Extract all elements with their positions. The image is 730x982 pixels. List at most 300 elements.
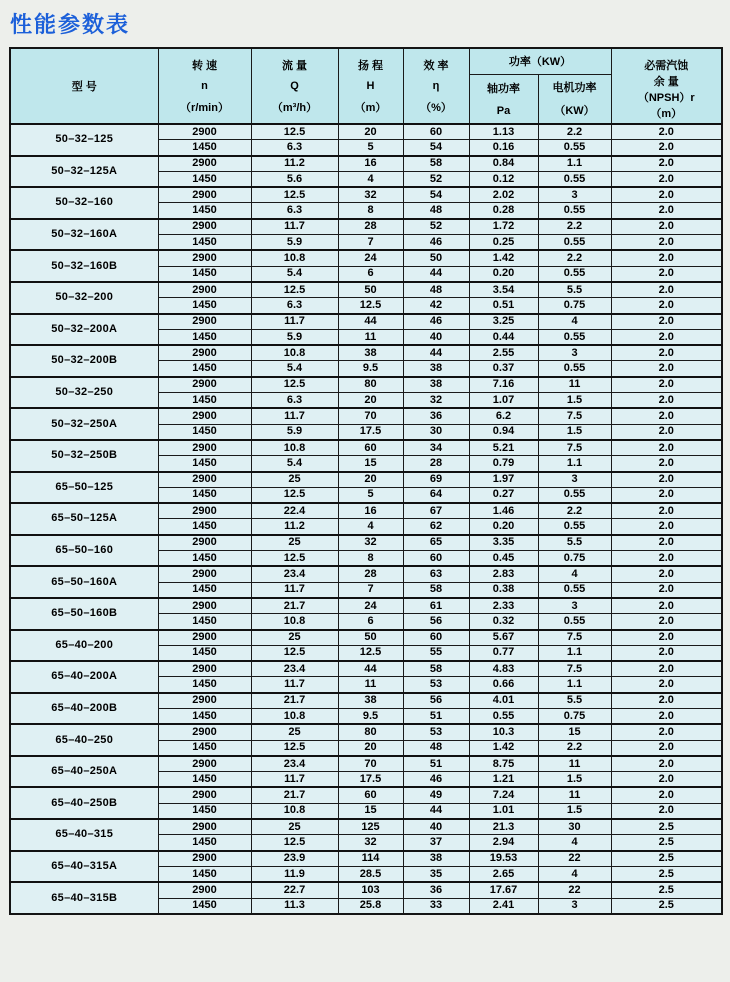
head-cell: 9.5 — [338, 708, 403, 724]
motor_power-cell: 11 — [538, 756, 611, 772]
shaft_power-cell: 21.3 — [469, 819, 538, 835]
motor_power-cell: 4 — [538, 566, 611, 582]
npsh-cell: 2.0 — [611, 440, 722, 456]
shaft_power-cell: 3.35 — [469, 535, 538, 551]
head-cell: 9.5 — [338, 361, 403, 377]
npsh-cell: 2.0 — [611, 298, 722, 314]
shaft_power-cell: 6.2 — [469, 408, 538, 424]
npsh-cell: 2.0 — [611, 314, 722, 330]
motor_power-cell: 1.5 — [538, 424, 611, 440]
motor_power-cell: 4 — [538, 314, 611, 330]
head-cell: 38 — [338, 693, 403, 709]
flow-cell: 11.7 — [251, 408, 338, 424]
motor_power-cell: 2.2 — [538, 124, 611, 140]
shaft_power-cell: 0.12 — [469, 171, 538, 187]
head-cell: 5 — [338, 487, 403, 503]
header-npsh — [611, 48, 722, 124]
head-cell: 70 — [338, 408, 403, 424]
npsh-cell: 2.5 — [611, 851, 722, 867]
npsh-cell: 2.0 — [611, 551, 722, 567]
motor_power-cell: 3 — [538, 345, 611, 361]
speed-cell: 1450 — [158, 645, 251, 661]
head-cell: 7 — [338, 235, 403, 251]
shaft_power-cell: 0.32 — [469, 614, 538, 630]
flow-cell: 12.5 — [251, 124, 338, 140]
model-cell: 50–32–250 — [10, 377, 158, 409]
table-row — [10, 124, 722, 140]
efficiency-cell: 69 — [403, 472, 469, 488]
efficiency-cell: 32 — [403, 393, 469, 409]
flow-cell: 23.4 — [251, 661, 338, 677]
head-cell: 50 — [338, 630, 403, 646]
head-cell: 7 — [338, 582, 403, 598]
flow-cell: 10.8 — [251, 345, 338, 361]
flow-cell: 10.8 — [251, 440, 338, 456]
npsh-cell: 2.5 — [611, 866, 722, 882]
head-cell: 80 — [338, 377, 403, 393]
npsh-cell: 2.0 — [611, 456, 722, 472]
motor_power-cell: 7.5 — [538, 440, 611, 456]
model-cell: 50–32–200B — [10, 345, 158, 377]
npsh-cell: 2.5 — [611, 898, 722, 914]
motor_power-cell: 1.1 — [538, 156, 611, 172]
speed-cell: 1450 — [158, 898, 251, 914]
efficiency-cell: 60 — [403, 124, 469, 140]
efficiency-cell: 48 — [403, 740, 469, 756]
table-row — [10, 156, 722, 172]
speed-cell: 1450 — [158, 235, 251, 251]
table-row — [10, 598, 722, 614]
npsh-cell: 2.0 — [611, 630, 722, 646]
shaft_power-cell: 0.44 — [469, 329, 538, 345]
flow-cell: 5.4 — [251, 361, 338, 377]
flow-cell: 11.7 — [251, 582, 338, 598]
head-cell: 12.5 — [338, 298, 403, 314]
table-row — [10, 882, 722, 898]
head-cell: 16 — [338, 156, 403, 172]
head-cell: 12.5 — [338, 645, 403, 661]
speed-cell: 2900 — [158, 377, 251, 393]
speed-cell: 1450 — [158, 835, 251, 851]
header-flow — [251, 48, 338, 124]
flow-cell: 12.5 — [251, 835, 338, 851]
npsh-cell: 2.0 — [611, 756, 722, 772]
table-row — [10, 219, 722, 235]
efficiency-cell: 52 — [403, 219, 469, 235]
npsh-cell: 2.0 — [611, 156, 722, 172]
model-cell: 50–32–200 — [10, 282, 158, 314]
flow-cell: 25 — [251, 819, 338, 835]
flow-cell: 5.9 — [251, 329, 338, 345]
speed-cell: 2900 — [158, 503, 251, 519]
efficiency-cell: 58 — [403, 156, 469, 172]
npsh-cell: 2.0 — [611, 187, 722, 203]
efficiency-cell: 36 — [403, 882, 469, 898]
head-cell: 5 — [338, 140, 403, 156]
npsh-cell: 2.0 — [611, 724, 722, 740]
shaft_power-cell: 0.94 — [469, 424, 538, 440]
npsh-cell: 2.0 — [611, 250, 722, 266]
shaft_power-cell: 0.27 — [469, 487, 538, 503]
table-row — [10, 282, 722, 298]
efficiency-cell: 49 — [403, 787, 469, 803]
efficiency-cell: 50 — [403, 250, 469, 266]
efficiency-cell: 44 — [403, 266, 469, 282]
npsh-cell: 2.0 — [611, 661, 722, 677]
npsh-cell: 2.0 — [611, 408, 722, 424]
table-row — [10, 661, 722, 677]
flow-cell: 12.5 — [251, 487, 338, 503]
model-cell: 50–32–125A — [10, 156, 158, 188]
efficiency-cell: 33 — [403, 898, 469, 914]
header-efficiency — [403, 48, 469, 124]
shaft_power-cell: 2.94 — [469, 835, 538, 851]
flow-cell: 12.5 — [251, 377, 338, 393]
table-row — [10, 535, 722, 551]
table-row — [10, 693, 722, 709]
flow-cell: 11.7 — [251, 677, 338, 693]
shaft_power-cell: 0.20 — [469, 266, 538, 282]
head-cell: 6 — [338, 266, 403, 282]
motor_power-cell: 1.1 — [538, 677, 611, 693]
model-cell: 65–50–125 — [10, 472, 158, 504]
speed-cell: 2900 — [158, 882, 251, 898]
table-row — [10, 819, 722, 835]
speed-cell: 1450 — [158, 487, 251, 503]
speed-cell: 2900 — [158, 156, 251, 172]
shaft_power-cell: 0.55 — [469, 708, 538, 724]
table-row — [10, 250, 722, 266]
speed-cell: 2900 — [158, 819, 251, 835]
efficiency-cell: 48 — [403, 282, 469, 298]
model-cell: 50–32–200A — [10, 314, 158, 346]
flow-cell: 6.3 — [251, 298, 338, 314]
speed-cell: 2900 — [158, 472, 251, 488]
head-cell: 32 — [338, 535, 403, 551]
motor_power-cell: 22 — [538, 851, 611, 867]
header-line: （r/min） — [180, 102, 229, 114]
header-speed — [158, 48, 251, 124]
motor_power-cell: 0.55 — [538, 329, 611, 345]
flow-cell: 5.9 — [251, 235, 338, 251]
flow-cell: 21.7 — [251, 598, 338, 614]
speed-cell: 1450 — [158, 456, 251, 472]
npsh-cell: 2.0 — [611, 708, 722, 724]
head-cell: 28 — [338, 219, 403, 235]
flow-cell: 10.8 — [251, 614, 338, 630]
speed-cell: 1450 — [158, 582, 251, 598]
npsh-cell: 2.0 — [611, 171, 722, 187]
header-line: 必需汽蚀 — [644, 60, 689, 72]
head-cell: 38 — [338, 345, 403, 361]
npsh-cell: 2.0 — [611, 487, 722, 503]
flow-cell: 11.7 — [251, 772, 338, 788]
table-row — [10, 472, 722, 488]
motor_power-cell: 0.75 — [538, 708, 611, 724]
speed-cell: 2900 — [158, 250, 251, 266]
header-line: （KW） — [554, 105, 595, 118]
flow-cell: 10.8 — [251, 250, 338, 266]
speed-cell: 2900 — [158, 314, 251, 330]
motor_power-cell: 3 — [538, 898, 611, 914]
efficiency-cell: 54 — [403, 140, 469, 156]
head-cell: 103 — [338, 882, 403, 898]
motor_power-cell: 2.2 — [538, 250, 611, 266]
head-cell: 80 — [338, 724, 403, 740]
head-cell: 28 — [338, 566, 403, 582]
header-line: （NPSH）r — [637, 92, 695, 104]
motor_power-cell: 2.2 — [538, 740, 611, 756]
head-cell: 44 — [338, 314, 403, 330]
shaft_power-cell: 3.54 — [469, 282, 538, 298]
shaft_power-cell: 1.21 — [469, 772, 538, 788]
motor_power-cell: 0.55 — [538, 582, 611, 598]
speed-cell: 2900 — [158, 535, 251, 551]
flow-cell: 6.3 — [251, 393, 338, 409]
flow-cell: 5.6 — [251, 171, 338, 187]
shaft_power-cell: 19.53 — [469, 851, 538, 867]
shaft_power-cell: 2.33 — [469, 598, 538, 614]
speed-cell: 1450 — [158, 171, 251, 187]
flow-cell: 12.5 — [251, 551, 338, 567]
model-cell: 50–32–160B — [10, 250, 158, 282]
head-cell: 32 — [338, 835, 403, 851]
efficiency-cell: 58 — [403, 582, 469, 598]
efficiency-cell: 53 — [403, 724, 469, 740]
motor_power-cell: 0.55 — [538, 171, 611, 187]
table-row — [10, 630, 722, 646]
speed-cell: 1450 — [158, 708, 251, 724]
efficiency-cell: 48 — [403, 203, 469, 219]
npsh-cell: 2.0 — [611, 503, 722, 519]
motor_power-cell: 15 — [538, 724, 611, 740]
table-row — [10, 503, 722, 519]
model-cell: 65–50–160B — [10, 598, 158, 630]
npsh-cell: 2.0 — [611, 140, 722, 156]
npsh-cell: 2.0 — [611, 566, 722, 582]
table-header — [10, 48, 722, 124]
flow-cell: 10.8 — [251, 708, 338, 724]
flow-cell: 25 — [251, 535, 338, 551]
speed-cell: 1450 — [158, 866, 251, 882]
efficiency-cell: 60 — [403, 551, 469, 567]
header-line: 轴功率 — [487, 83, 520, 96]
shaft_power-cell: 0.28 — [469, 203, 538, 219]
flow-cell: 6.3 — [251, 140, 338, 156]
motor_power-cell: 22 — [538, 882, 611, 898]
motor_power-cell: 2.2 — [538, 219, 611, 235]
head-cell: 4 — [338, 171, 403, 187]
efficiency-cell: 60 — [403, 630, 469, 646]
motor_power-cell: 11 — [538, 377, 611, 393]
motor_power-cell: 1.1 — [538, 645, 611, 661]
shaft_power-cell: 1.46 — [469, 503, 538, 519]
efficiency-cell: 30 — [403, 424, 469, 440]
flow-cell: 10.8 — [251, 803, 338, 819]
efficiency-cell: 64 — [403, 487, 469, 503]
head-cell: 20 — [338, 393, 403, 409]
head-cell: 50 — [338, 282, 403, 298]
shaft_power-cell: 0.77 — [469, 645, 538, 661]
npsh-cell: 2.0 — [611, 803, 722, 819]
npsh-cell: 2.0 — [611, 361, 722, 377]
model-cell: 65–40–315A — [10, 851, 158, 883]
shaft_power-cell: 0.79 — [469, 456, 538, 472]
npsh-cell: 2.0 — [611, 329, 722, 345]
efficiency-cell: 51 — [403, 708, 469, 724]
shaft_power-cell: 7.24 — [469, 787, 538, 803]
shaft_power-cell: 17.67 — [469, 882, 538, 898]
npsh-cell: 2.0 — [611, 377, 722, 393]
flow-cell: 21.7 — [251, 787, 338, 803]
efficiency-cell: 55 — [403, 645, 469, 661]
table-row — [10, 408, 722, 424]
flow-cell: 6.3 — [251, 203, 338, 219]
shaft_power-cell: 5.21 — [469, 440, 538, 456]
header-shaft-power — [469, 74, 538, 124]
efficiency-cell: 37 — [403, 835, 469, 851]
shaft_power-cell: 2.83 — [469, 566, 538, 582]
efficiency-cell: 38 — [403, 361, 469, 377]
model-cell: 65–40–315B — [10, 882, 158, 914]
head-cell: 6 — [338, 614, 403, 630]
motor_power-cell: 0.75 — [538, 298, 611, 314]
efficiency-cell: 44 — [403, 803, 469, 819]
speed-cell: 1450 — [158, 614, 251, 630]
page-title: 性能参数表 — [10, 12, 131, 37]
head-cell: 114 — [338, 851, 403, 867]
header-line: 型 号 — [71, 81, 97, 93]
head-cell: 11 — [338, 677, 403, 693]
speed-cell: 1450 — [158, 551, 251, 567]
head-cell: 20 — [338, 472, 403, 488]
flow-cell: 23.4 — [251, 756, 338, 772]
head-cell: 8 — [338, 551, 403, 567]
flow-cell: 11.9 — [251, 866, 338, 882]
header-line: （m） — [354, 102, 387, 114]
efficiency-cell: 42 — [403, 298, 469, 314]
npsh-cell: 2.5 — [611, 882, 722, 898]
head-cell: 4 — [338, 519, 403, 535]
model-cell: 65–40–250B — [10, 787, 158, 819]
motor_power-cell: 7.5 — [538, 630, 611, 646]
motor_power-cell: 3 — [538, 187, 611, 203]
table-row — [10, 187, 722, 203]
speed-cell: 1450 — [158, 266, 251, 282]
speed-cell: 2900 — [158, 630, 251, 646]
shaft_power-cell: 1.72 — [469, 219, 538, 235]
npsh-cell: 2.0 — [611, 203, 722, 219]
motor_power-cell: 0.55 — [538, 614, 611, 630]
table-row — [10, 756, 722, 772]
efficiency-cell: 52 — [403, 171, 469, 187]
npsh-cell: 2.0 — [611, 582, 722, 598]
speed-cell: 2900 — [158, 345, 251, 361]
motor_power-cell: 7.5 — [538, 408, 611, 424]
head-cell: 8 — [338, 203, 403, 219]
model-cell: 50–32–160A — [10, 219, 158, 251]
head-cell: 32 — [338, 187, 403, 203]
shaft_power-cell: 3.25 — [469, 314, 538, 330]
speed-cell: 1450 — [158, 329, 251, 345]
shaft_power-cell: 2.41 — [469, 898, 538, 914]
efficiency-cell: 56 — [403, 693, 469, 709]
npsh-cell: 2.0 — [611, 645, 722, 661]
npsh-cell: 2.0 — [611, 235, 722, 251]
header-line: Q — [290, 80, 299, 92]
motor_power-cell: 0.55 — [538, 266, 611, 282]
speed-cell: 1450 — [158, 298, 251, 314]
motor_power-cell: 4 — [538, 835, 611, 851]
header-line: 流 量 — [281, 60, 308, 72]
table-row — [10, 377, 722, 393]
npsh-cell: 2.0 — [611, 535, 722, 551]
head-cell: 28.5 — [338, 866, 403, 882]
header-line: η — [432, 80, 440, 92]
speed-cell: 1450 — [158, 140, 251, 156]
motor_power-cell: 0.55 — [538, 140, 611, 156]
efficiency-cell: 35 — [403, 866, 469, 882]
flow-cell: 5.4 — [251, 266, 338, 282]
npsh-cell: 2.0 — [611, 519, 722, 535]
motor_power-cell: 30 — [538, 819, 611, 835]
shaft_power-cell: 1.97 — [469, 472, 538, 488]
efficiency-cell: 36 — [403, 408, 469, 424]
speed-cell: 2900 — [158, 693, 251, 709]
head-cell: 15 — [338, 456, 403, 472]
npsh-cell: 2.0 — [611, 598, 722, 614]
head-cell: 11 — [338, 329, 403, 345]
flow-cell: 25 — [251, 630, 338, 646]
npsh-cell: 2.5 — [611, 835, 722, 851]
speed-cell: 1450 — [158, 803, 251, 819]
speed-cell: 2900 — [158, 440, 251, 456]
efficiency-cell: 65 — [403, 535, 469, 551]
shaft_power-cell: 0.45 — [469, 551, 538, 567]
flow-cell: 11.2 — [251, 519, 338, 535]
npsh-cell: 2.0 — [611, 614, 722, 630]
flow-cell: 12.5 — [251, 740, 338, 756]
flow-cell: 25 — [251, 472, 338, 488]
motor_power-cell: 2.2 — [538, 503, 611, 519]
motor_power-cell: 1.1 — [538, 456, 611, 472]
efficiency-cell: 34 — [403, 440, 469, 456]
flow-cell: 12.5 — [251, 187, 338, 203]
motor_power-cell: 5.5 — [538, 282, 611, 298]
speed-cell: 1450 — [158, 393, 251, 409]
efficiency-cell: 38 — [403, 851, 469, 867]
motor_power-cell: 5.5 — [538, 693, 611, 709]
motor_power-cell: 7.5 — [538, 661, 611, 677]
speed-cell: 2900 — [158, 566, 251, 582]
header-line: （m³/h） — [271, 102, 318, 114]
model-cell: 65–50–125A — [10, 503, 158, 535]
speed-cell: 2900 — [158, 408, 251, 424]
efficiency-cell: 40 — [403, 329, 469, 345]
head-cell: 70 — [338, 756, 403, 772]
shaft_power-cell: 0.51 — [469, 298, 538, 314]
efficiency-cell: 58 — [403, 661, 469, 677]
motor_power-cell: 0.55 — [538, 487, 611, 503]
head-cell: 20 — [338, 740, 403, 756]
header-row-top — [10, 48, 722, 74]
shaft_power-cell: 2.55 — [469, 345, 538, 361]
model-cell: 65–40–200B — [10, 693, 158, 725]
shaft_power-cell: 2.65 — [469, 866, 538, 882]
flow-cell: 23.4 — [251, 566, 338, 582]
speed-cell: 1450 — [158, 772, 251, 788]
header-line: H — [366, 80, 375, 92]
